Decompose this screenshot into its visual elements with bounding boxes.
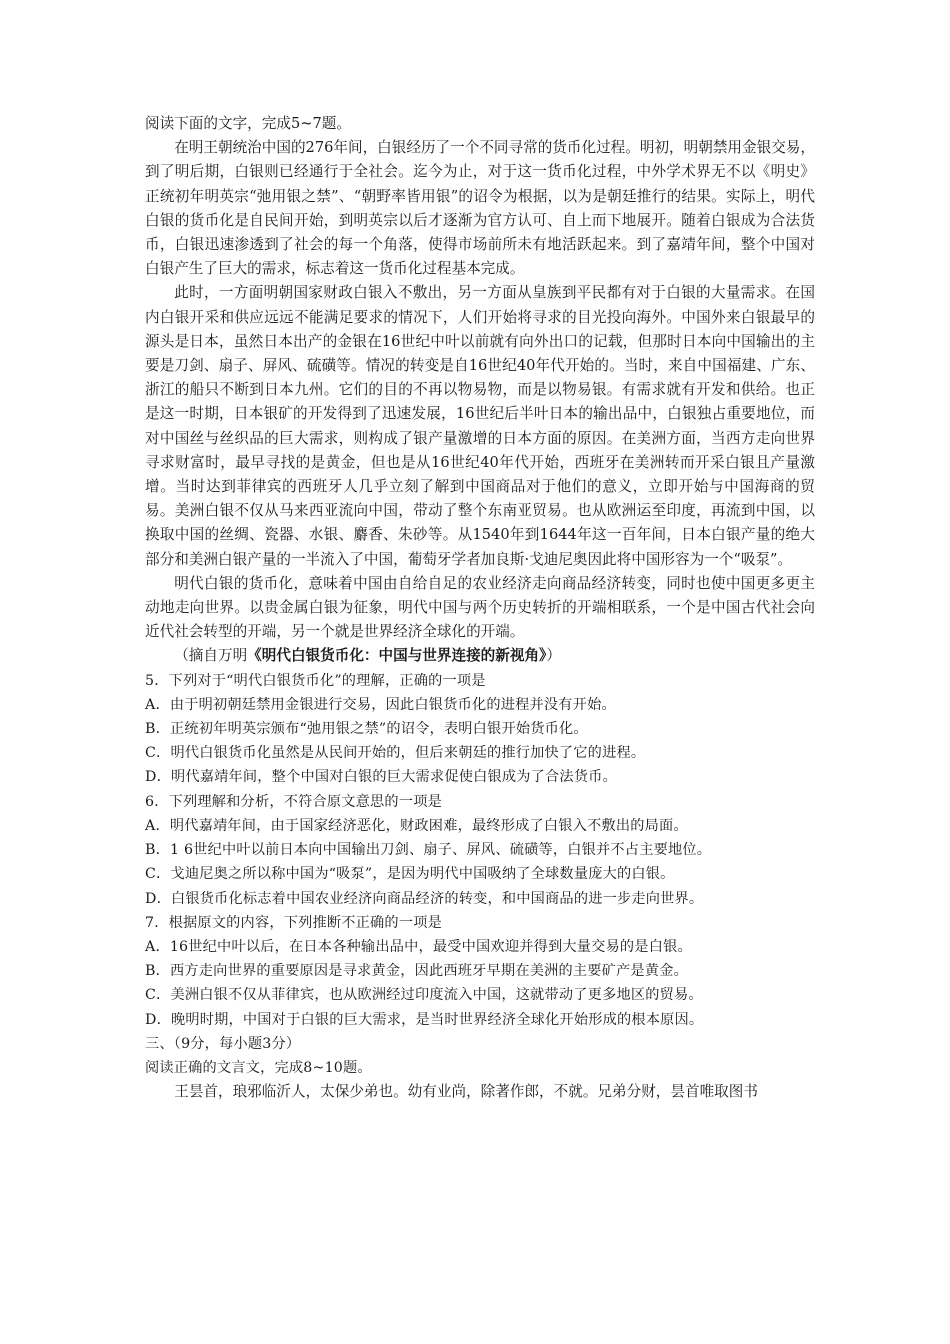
question-5-option-b: B．正统初年明英宗颁布“弛用银之禁”的诏令，表明白银开始货币化。: [145, 721, 588, 738]
question-7-stem: 7．根据原文的内容，下列推断不正确的一项是: [145, 914, 442, 931]
question-6-option-d: D．白银货币化标志着中国农业经济向商品经济的转变，和中国商品的进一步走向世界。: [145, 890, 704, 907]
passage-paragraph-3: 明代白银的货币化，意味着中国由自给自足的农业经济走向商品经济转变，同时也使中国更多更主动地走向世界。以贵金属白银为征象，明代中国与两个历史转折的开端相联系，一个是中国古代社会向近代社会转型的开端，另一个就是世界经济全球化的开端。: [145, 574, 815, 641]
question-5-option-d: D．明代嘉靖年间，整个中国对白银的巨大需求促使白银成为了合法货币。: [145, 769, 617, 786]
document-page: [145, 112, 815, 1104]
source-prefix: （摘自万明: [174, 647, 248, 665]
question-6-stem: 6．下列理解和分析，不符合原文意思的一项是: [145, 793, 442, 810]
question-5-option-a: A．由于明初朝廷禁用金银进行交易，因此白银货币化的进程并没有开始。: [145, 696, 616, 713]
passage-paragraph-1: 在明王朝统治中国的276年间，白银经历了一个不同寻常的货币化过程。明初，明朝禁用金银交易，到了明后期，白银则已经通行于全社会。迄今为止，对于这一货币化过程，中外学术界无不以《明史》正统初年明英宗“弛用银之禁”、“朝野率皆用银”的诏令为根据，以为是朝廷推行的结果。实际上，明代白银的货币化是自民间开始，到明英宗以后才逐渐为官方认可、自上而下地展开。随着白银成为合法货币，白银迅速渗透到了社会的每一个角落，使得市场前所未有地活跃起来。到了嘉靖年间，整个中国对白银产生了巨大的需求，标志着这一货币化过程基本完成。: [145, 139, 815, 278]
passage-source: [145, 644, 815, 668]
classical-passage: 王昙首，琅邪临沂人，太保少弟也。幼有业尚，除著作郎，不就。兄弟分财，昙首唯取图书: [174, 1083, 758, 1101]
question-5-option-c: C．明代白银货币化虽然是从民间开始的，但后来朝廷的推行加快了它的进程。: [145, 745, 646, 762]
passage-paragraph-2: 此时，一方面明朝国家财政白银入不敷出，另一方面从皇族到平民都有对于白银的大量需求。在国内白银开采和供应远远不能满足要求的情况下，人们开始将寻求的目光投向海外。中国外来白银最早的源头是日本，虽然日本出产的金银在16世纪中叶以前就有向外出口的记载，但那时日本向中国输出的主要是刀剑、扇子、屏风、硫磺等。情况的转变是自16世纪40年代开始的。当时，来自中国福建、广东、浙江的船只不断到日本九州。它们的目的不再以物易物，而是以物易银。有需求就有开发和供给。也正是这一时期，日本银矿的开发得到了迅速发展，16世纪后半叶日本的输出品中，白银独占重要地位，而对中国丝与丝织品的巨大需求，则构成了银产量激增的日本方面的原因。在美洲方面，当西方走向世界寻求财富时，最早寻找的是黄金，但也是从16世纪40年代开始，西班牙在美洲转而开采白银且产量激增。当时达到菲律宾的西班牙人几乎立刻了解到中国商品对于他们的意义，立即开始与中国海商的贸易。美洲白银不仅从马来西亚流向中国，带动了整个东南亚贸易。也从欧洲运至印度，再流到中国，以换取中国的丝绸、瓷器、水银、麝香、朱砂等。从1540年到1644年这一百年间，日本白银产量的绝大部分和美洲白银产量的一半流入了中国，葡萄牙学者加良斯·戈迪尼奥因此将中国形容为一个“吸泵”。: [145, 284, 815, 568]
section-3-heading: 三、（9分，每小题3分）: [145, 1035, 301, 1052]
question-7-option-c: C．美洲白银不仅从菲律宾，也从欧洲经过印度流入中国，这就带动了更多地区的贸易。: [145, 987, 703, 1004]
question-5-stem: 5．下列对于“明代白银货币化”的理解，正确的一项是: [145, 672, 486, 689]
reading-instruction: 阅读下面的文字，完成5~7题。: [145, 115, 351, 132]
question-7-option-b: B．西方走向世界的重要原因是寻求黄金，因此西班牙早期在美洲的主要矿产是黄金。: [145, 963, 688, 980]
question-7-option-a: A．16世纪中叶以后，在日本各种输出品中，最受中国欢迎并得到大量交易的是白银。: [145, 938, 692, 955]
source-suffix: ）: [546, 647, 561, 665]
section-3-instruction: 阅读正确的文言文，完成8~10题。: [145, 1059, 372, 1076]
question-7-option-d: D．晚明时期，中国对于白银的巨大需求，是当时世界经济全球化开始形成的根本原因。: [145, 1011, 704, 1028]
source-title: 《明代白银货币化：中国与世界连接的新视角》: [247, 647, 547, 665]
question-6-option-b: B．1 6世纪中叶以前日本向中国输出刀剑、扇子、屏风、硫磺等，白银并不占主要地位。: [145, 842, 712, 859]
question-6-option-a: A．明代嘉靖年间，由于国家经济恶化，财政困难，最终形成了白银入不敷出的局面。: [145, 817, 688, 834]
question-6-option-c: C．戈迪尼奥之所以称中国为“吸泵”，是因为明代中国吸纳了全球数量庞大的白银。: [145, 866, 675, 883]
